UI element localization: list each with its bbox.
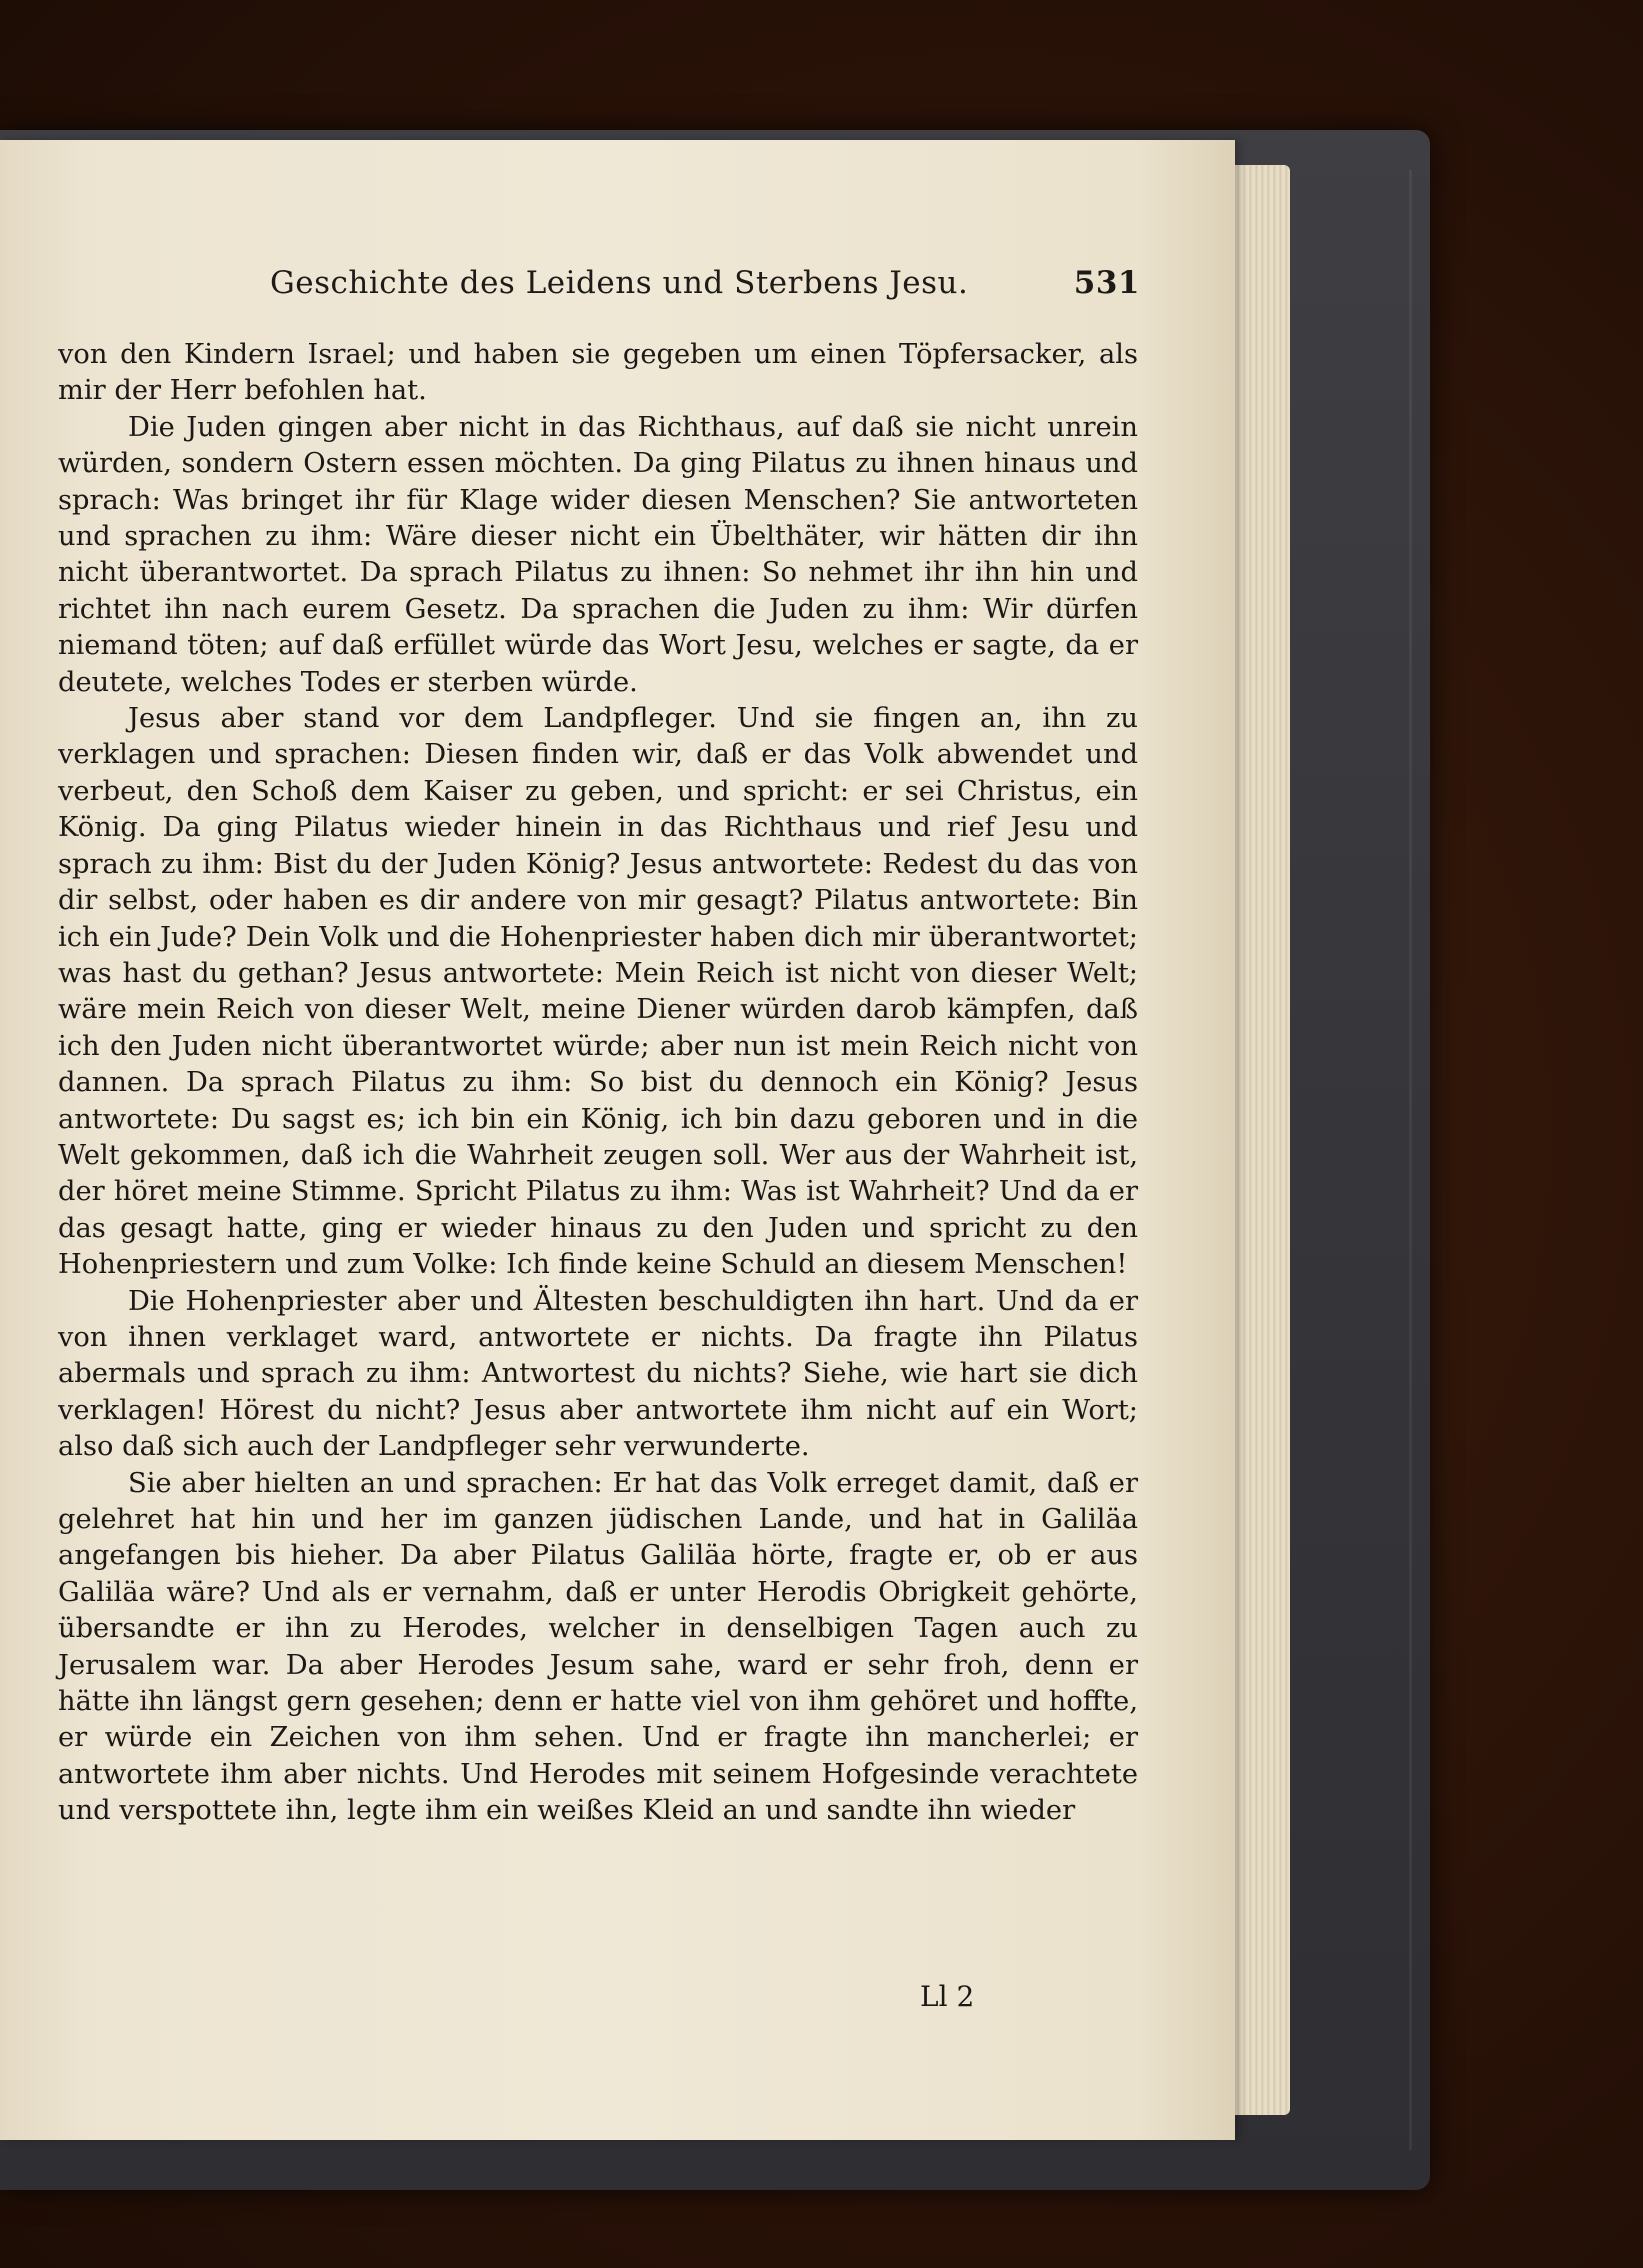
paragraph: Sie aber hielten an und sprachen: Er hat das Volk erreget damit, daß er gelehret hat hin und her im ganzen jüdischen Lande, und hat in Galiläa angefangen bis hieher. Da aber Pilatus Galiläa hörte, fragte er, ob er aus Galiläa wäre? Und als er vernahm, daß er unter Herodis Obrigkeit gehörte, übersandte er ihn zu Herodes, welcher in denselbigen Tagen auch zu Jerusalem war. Da aber Herodes Jesum sahe, ward er sehr froh, denn er hätte ihn längst gern gesehen; denn er hatte viel von ihm gehöret und hoffte, er würde ein Zeichen von ihm sehen. Und er fragte ihn mancherlei; er antwortete ihm aber nichts. Und Herodes mit seinem Hofgesinde verachtete und verspottete ihn, legte ihm ein weißes Kleid an und sandte ihn wieder: [58, 1467, 1138, 1827]
paragraph: Die Hohenpriester aber und Ältesten beschuldigten ihn hart. Und da er von ihnen verklaget ward, antwortete er nichts. Da fragte ihn Pilatus abermals und sprach zu ihm: Antwortest du nichts? Siehe, wie hart sie dich verklagen! Hörest du nicht? Jesus aber antwortete ihm nicht auf ein Wort; also daß sich auch der Landpfleger sehr verwunderte.: [58, 1285, 1138, 1463]
paragraph: von den Kindern Israel; und haben sie gegeben um einen Töpfersacker, als mir der Herr befohlen hat.: [58, 339, 1138, 407]
running-title: Geschichte des Leidens und Sterbens Jesu.: [270, 265, 969, 301]
page-number: 531: [1073, 265, 1140, 301]
body-text: [58, 337, 1138, 1830]
running-header: [270, 265, 1140, 315]
book-page: [0, 140, 1235, 2140]
signature-mark: Ll 2: [920, 1980, 975, 2013]
paragraph: Jesus aber stand vor dem Landpfleger. Und sie fingen an, ihn zu verklagen und sprachen: Diesen finden wir, daß er das Volk abwendet und verbeut, den Schoß dem Kaiser zu geben, und spricht: er sei Christus, ein König. Da ging Pilatus wieder hinein in das Richthaus und rief Jesu und sprach zu ihm: Bist du der Juden König? Jesus antwortete: Redest du das von dir selbst, oder haben es dir andere von mir gesagt? Pilatus antwortete: Bin ich ein Jude? Dein Volk und die Hohenpriester haben dich mir überantwortet; was hast du gethan? Jesus antwortete: Mein Reich ist nicht von dieser Welt; wäre mein Reich von dieser Welt, meine Diener würden darob kämpfen, daß ich den Juden nicht überantwortet würde; aber nun ist mein Reich nicht von dannen. Da sprach Pilatus zu ihm: So bist du dennoch ein König? Jesus antwortete: Du sagst es; ich bin ein König, ich bin dazu geboren und in die Welt gekommen, daß ich die Wahrheit zeugen soll. Wer aus der Wahrheit ist, der höret meine Stimme. Spricht Pilatus zu ihm: Was ist Wahrheit? Und da er das gesagt hatte, ging er wieder hinaus zu den Juden und spricht zu den Hohenpriestern und zum Volke: Ich finde keine Schuld an diesem Menschen!: [58, 703, 1138, 1281]
paragraph: Die Juden gingen aber nicht in das Richthaus, auf daß sie nicht unrein würden, sondern Ostern essen möchten. Da ging Pilatus zu ihnen hinaus und sprach: Was bringet ihr für Klage wider diesen Menschen? Sie antworteten und sprachen zu ihm: Wäre dieser nicht ein Übelthäter, wir hätten dir ihn nicht überantwortet. Da sprach Pilatus zu ihnen: So nehmet ihr ihn hin und richtet ihn nach eurem Gesetz. Da sprachen die Juden zu ihm: Wir dürfen niemand töten; auf daß erfüllet würde das Wort Jesu, welches er sagte, da er deutete, welches Todes er sterben würde.: [58, 411, 1138, 698]
